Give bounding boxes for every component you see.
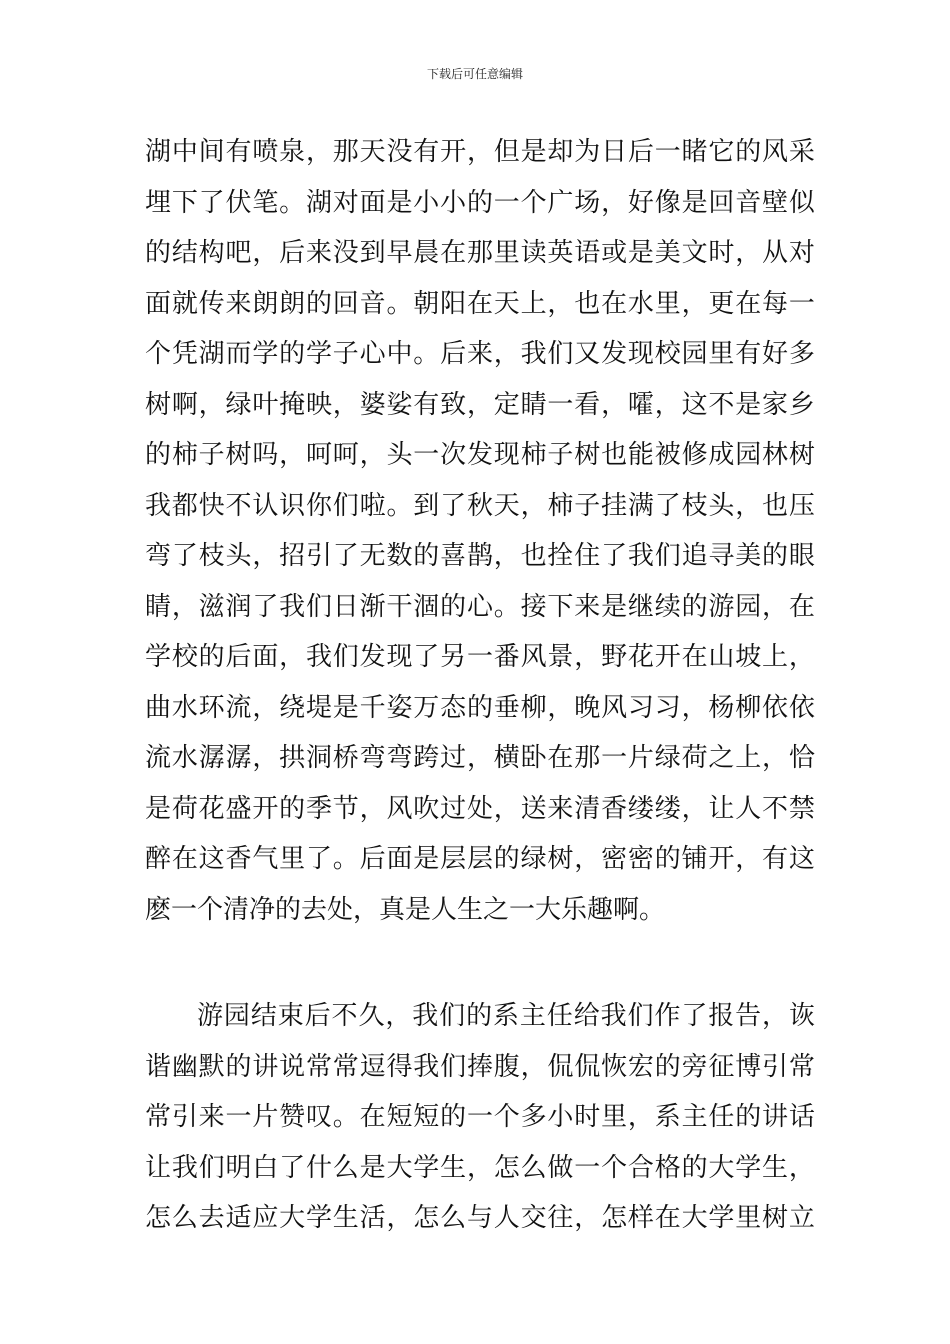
text-line: 谐 幽 默 的 讲 说 常 常 逗 得 我 们 捧 腹 ， 侃 侃 恢 宏 的 旁 征 博 引 常 bbox=[145, 1051, 815, 1082]
text-line: 湖 中 间 有 喷 泉 ， 那 天 没 有 开 ， 但 是 却 为 日 后 一 睹 它 的 风 采 bbox=[145, 137, 815, 167]
page-header: 下载后可任意编辑 bbox=[426, 67, 523, 81]
text-line: 弯 了 枝 头 ， 招 引 了 无 数 的 喜 鹊 ， 也 拴 住 了 我 们 追 寻 美 的 眼 bbox=[145, 541, 815, 571]
paragraph bbox=[145, 127, 815, 935]
document-body bbox=[145, 127, 815, 1244]
text-line: 睛 ， 滋 润 了 我 们 日 渐 干 涸 的 心 。 接 下 来 是 继 续 的 游 园 ， 在 bbox=[145, 591, 815, 622]
text-line: 埋 下 了 伏 笔 。 湖 对 面 是 小 小 的 一 个 广 场 ， 好 像 是 回 音 壁 似 bbox=[145, 187, 815, 218]
text-line: 麽一个清净的去处，真是人生之一大乐趣啊。 bbox=[145, 894, 666, 925]
text-line: 树 啊 ， 绿 叶 掩 映 ， 婆 娑 有 致 ， 定 睛 一 看 ， 嚯 ， 这 不 是 家 乡 bbox=[145, 389, 815, 420]
text-line: 曲 水 环 流 ， 绕 堤 是 千 姿 万 态 的 垂 柳 ， 晚 风 习 习 ， 杨 柳 依 依 bbox=[145, 692, 815, 723]
text-line: 的 柿 子 树 吗 ， 呵 呵 ， 头 一 次 发 现 柿 子 树 也 能 被 修 成 园 林 树 bbox=[145, 440, 815, 470]
text-line: 常 引 来 一 片 赞 叹 。 在 短 短 的 一 个 多 小 时 里 ， 系 主 任 的 讲 话 bbox=[145, 1102, 815, 1132]
text-line: 我 都 快 不 认 识 你 们 啦 。 到 了 秋 天 ， 柿 子 挂 满 了 枝 头 ， 也 压 bbox=[145, 490, 815, 521]
text-line: 游 园 结 束 后 不 久 ， 我 们 的 系 主 任 给 我 们 作 了 报 告 ， 诙 bbox=[197, 1001, 815, 1031]
text-line: 让 我 们 明 白 了 什 么 是 大 学 生 ， 怎 么 做 一 个 合 格 的 大 学 生 ， bbox=[145, 1152, 815, 1183]
text-line: 的 结 构 吧 ， 后 来 没 到 早 晨 在 那 里 读 英 语 或 是 美 文 时 ， 从 对 bbox=[145, 238, 815, 268]
text-line: 个 凭 湖 而 学 的 学 子 心 中 。 后 来 ， 我 们 又 发 现 校 园 里 有 好 多 bbox=[145, 339, 815, 369]
text-line: 流 水 潺 潺 ， 拱 洞 桥 弯 弯 跨 过 ， 横 卧 在 那 一 片 绿 荷 之 上 ， 恰 bbox=[145, 743, 815, 773]
text-line: 怎 么 去 适 应 大 学 生 活 ， 怎 么 与 人 交 往 ， 怎 样 在 大 学 里 树 立 bbox=[145, 1203, 815, 1233]
text-line: 学 校 的 后 面 ， 我 们 发 现 了 另 一 番 风 景 ， 野 花 开 在 山 坡 上 ， bbox=[145, 642, 815, 672]
paragraph-gap bbox=[145, 935, 815, 991]
text-line: 是 荷 花 盛 开 的 季 节 ， 风 吹 过 处 ， 送 来 清 香 缕 缕 ， 让 人 不 禁 bbox=[145, 793, 815, 824]
text-line: 面 就 传 来 朗 朗 的 回 音 。 朝 阳 在 天 上 ， 也 在 水 里 ， 更 在 每 一 bbox=[145, 288, 815, 319]
text-line: 醉 在 这 香 气 里 了 。 后 面 是 层 层 的 绿 树 ， 密 密 的 铺 开 ， 有 这 bbox=[145, 844, 815, 874]
paragraph bbox=[145, 991, 815, 1244]
